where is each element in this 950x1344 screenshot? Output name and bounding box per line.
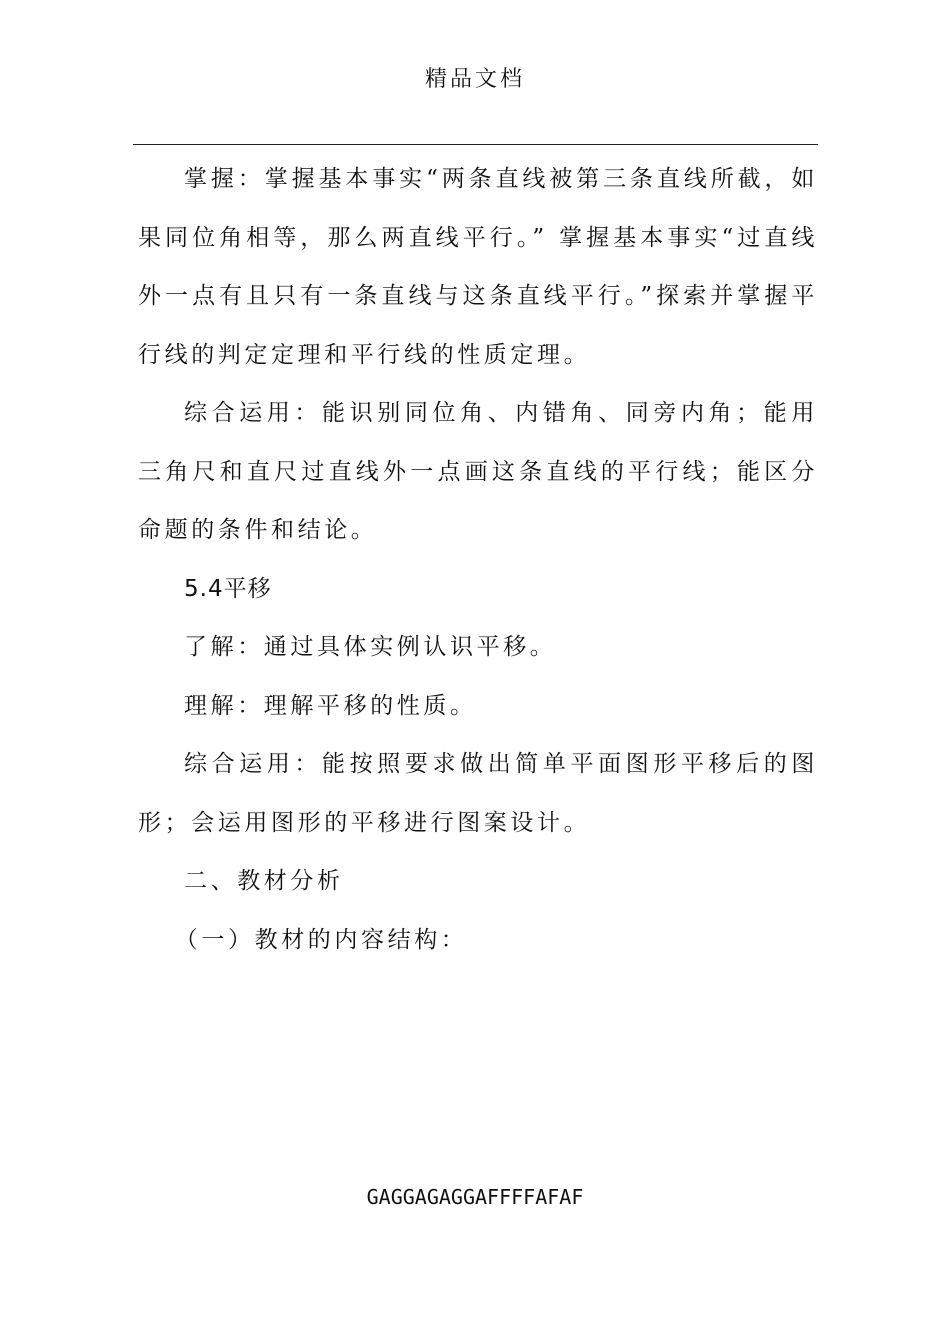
subsection-heading-content-structure: （一）教材的内容结构： <box>174 926 468 953</box>
paragraph-comprehend: 理解：理解平移的性质。 <box>184 692 477 719</box>
section-heading-textbook-analysis: 二、教材分析 <box>184 868 344 894</box>
paragraph-mastery: 掌握：掌握基本事实“两条直线被第三条直线所截，如果同位角相等，那么两直线平行。” 掌握基本事实“过直线外一点有且只有一条直线与这条直线平行。”探索并掌握平行线的判定定理和平行线的性质定理。 <box>138 166 818 368</box>
paragraph-application-1: 综合运用：能识别同位角、内错角、同旁内角；能用三角尺和直尺过直线外一点画这条直线的平行线；能区分命题的条件和结论。 <box>138 400 818 543</box>
section-heading-translation: 5.4平移 <box>184 575 272 602</box>
paragraph-understand: 了解：通过具体实例认识平移。 <box>184 634 557 660</box>
page-header-title: 精品文档 <box>424 67 525 92</box>
document-body <box>138 150 818 969</box>
header-divider <box>133 144 818 145</box>
page-footer-code: GAGGAGAGGAFFFFAFAF <box>366 1185 584 1209</box>
paragraph-application-2: 综合运用：能按照要求做出简单平面图形平移后的图形；会运用图形的平移进行图案设计。 <box>138 751 818 836</box>
